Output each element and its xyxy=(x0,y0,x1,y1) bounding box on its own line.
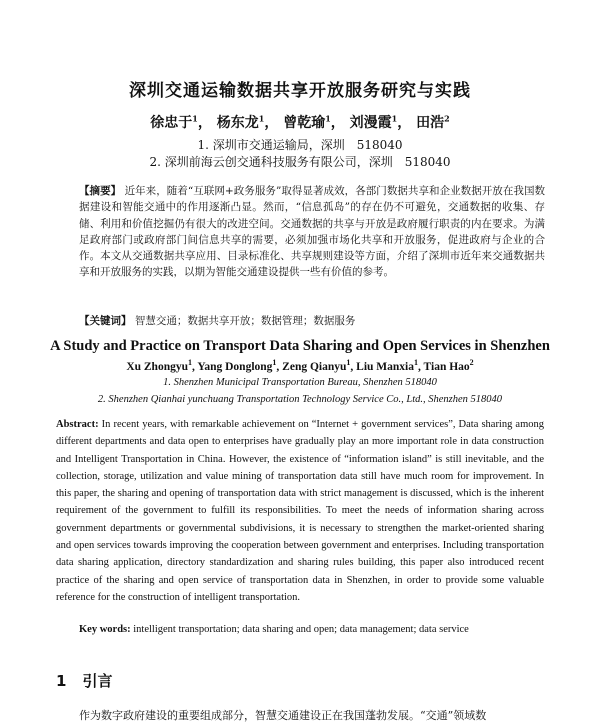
abstract-en-label: Abstract: xyxy=(56,419,99,430)
abstract-cn-label: 【摘要】 xyxy=(79,185,122,197)
author-affiliation-mark: 1 xyxy=(414,358,418,367)
author-affiliation-mark: 1 xyxy=(258,113,265,124)
author-name: Zeng Qianyu xyxy=(282,360,347,373)
author-affiliation-mark: 1 xyxy=(346,358,351,367)
keywords-cn-text: 智慧交通；数据共享开放；数据管理；数据服务 xyxy=(134,315,356,327)
keywords-en xyxy=(79,624,545,635)
author-name: 刘漫霞 xyxy=(349,115,392,131)
author-name: 杨东龙 xyxy=(216,115,259,131)
author-affiliation-mark: 2 xyxy=(469,358,474,367)
author-name: Xu Zhongyu xyxy=(126,360,188,373)
abstract-en-text: In recent years, with remarkable achievement on “Internet + government services”, Data sharing among different departments and data open to enterprises have gradually play an more important role in data construction and Intelligent Transportation in China. However, the existence of “information island” is still inevitable, and the collection, storage, utilization and value mining of transportation data still have much room for improvement. In this paper, the sharing and opening of transportation data with strict management is discussed, which is the inherent requirement of the government to fulfill its responsibilities. To meet the needs of information sharing across government departments or governmental subdivisions, it is necessary to strengthen the market-oriented sharing and open services towards improving the cooperation between government and enterprises. Including transportation data sharing application, directory standardization and sharing rules building, this paper also introduced recent practice of the sharing and open service of transportation data in Shenzhen, in order to provide some valuable reference for the construction of intelligent transportation. xyxy=(56,419,545,603)
section-title: 引言 xyxy=(82,672,113,690)
author-name: 曾乾瑜 xyxy=(283,115,326,131)
author-affiliation-mark: 1 xyxy=(391,113,398,124)
affiliation-en-1: 1. Shenzhen Municipal Transportation Bureau, Shenzhen 518040 xyxy=(163,377,437,388)
keywords-en-label: Key words: xyxy=(79,624,131,635)
author-affiliation-mark: 2 xyxy=(444,113,450,124)
keywords-cn xyxy=(79,313,545,328)
body-paragraph: 作为数字政府建设的重要组成部分，智慧交通建设正在我国蓬勃发展。“交通”领域数 xyxy=(79,709,487,722)
paper-title-cn: 深圳交通运输数据共享开放服务研究与实践 xyxy=(129,81,471,101)
affiliation-en-2: 2. Shenzhen Qianhai yunchuang Transportation Technology Service Co., Ltd., Shenzhen 518040 xyxy=(97,394,503,405)
paper-title-en: A Study and Practice on Transport Data Sharing and Open Services in Shenzhen xyxy=(50,338,550,354)
author-name: Liu Manxia xyxy=(356,360,414,373)
author-name: 田浩 xyxy=(416,115,445,131)
author-affiliation-mark: 1 xyxy=(192,113,198,124)
author-name: 徐忠于 xyxy=(150,115,193,131)
keywords-cn-label: 【关键词】 xyxy=(79,315,132,327)
author-name: Tian Hao xyxy=(423,360,470,373)
author-affiliation-mark: 1 xyxy=(325,113,331,124)
affiliation-cn-2: 2. 深圳前海云创交通科技服务有限公司，深圳 518040 xyxy=(149,155,451,169)
abstract-en xyxy=(56,416,544,606)
abstract-cn xyxy=(79,183,545,281)
author-name: Yang Donglong xyxy=(197,360,273,373)
abstract-cn-text: 近年来，随着“互联网+政务服务”取得显著成效，各部门数据共享和企业数据开放在我国数据建设和智能交通中的作用逐渐凸显。然而，“信息孤岛”的存在仍不可避免，交通数据的收集、存储、利用和价值挖掘仍有很大的改进空间。交通数据的共享与开放是政府履行职责的内在要求。为满足政府部门或政府部门间信息共享的需要，必须加强市场化共享和开放服务，促进政府与企业的合作。本文从交通数据共享应用、目录标准化、共享规则建设等方面，介绍了深圳市近年来交通数据共享和开放服务的实践，以期为智能交通建设提供一些有价值的参考。 xyxy=(79,185,545,279)
author-affiliation-mark: 1 xyxy=(272,358,277,367)
affiliation-cn-1: 1. 深圳市交通运输局，深圳 518040 xyxy=(197,138,403,152)
author-affiliation-mark: 1 xyxy=(188,358,192,367)
keywords-en-text: intelligent transportation; data sharing and open; data management; data service xyxy=(133,624,469,635)
section-number: 1 xyxy=(56,672,67,690)
author-list-en: Xu Zhongyu$^1$, Yang Donglong$^1$, Zeng Qianyu$^1$, Liu Manxia$^1$, Tian Hao$^2$ xyxy=(126,358,474,373)
author-list-cn: 徐忠于$^1$， 杨东龙$^1$， 曾乾瑜$^1$， 刘漫霞$^1$， 田浩$^2$ xyxy=(150,113,450,131)
section-heading xyxy=(56,670,112,691)
